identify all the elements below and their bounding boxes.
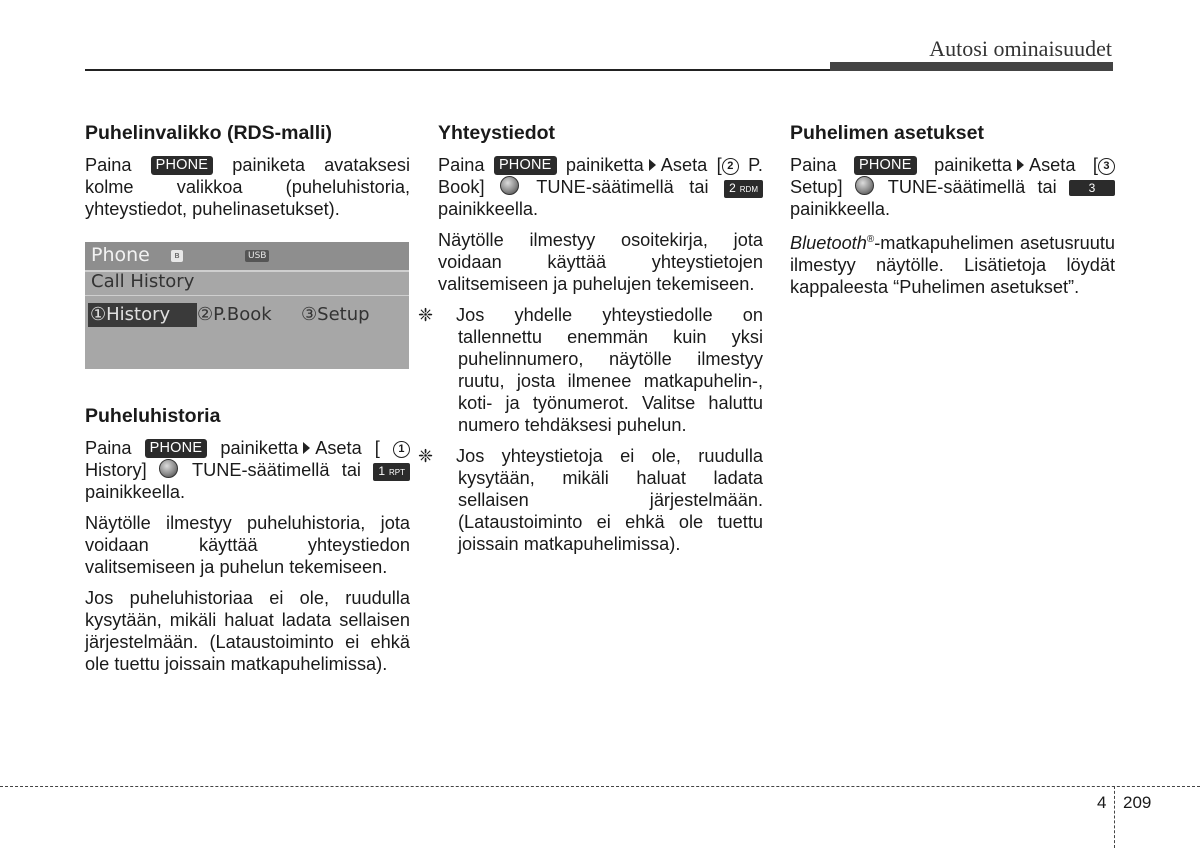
column-middle [418, 120, 763, 564]
tune-knob-icon [855, 176, 874, 195]
tune-knob-icon [500, 176, 519, 195]
phone-button-icon: PHONE [494, 156, 557, 175]
screen-menu-pbook: ②P.Book [197, 304, 272, 325]
arrow-right-icon [303, 442, 310, 454]
preset-button-icon: 2 RDM [724, 180, 763, 198]
note-no-contacts: ❈ Jos yhteystietoja ei ole, ruudulla kysytään, mikäli haluat ladata sellaisen järjestelmään. (Lataustoiminto ei ehkä ole tuettu joissain matkapuhelimissa). [418, 446, 763, 554]
screen-menu-history: ①History [88, 303, 197, 327]
paragraph-phone-menu: Paina PHONE painiketa avataksesi kolme valikkoa (puheluhistoria, yhteystiedot, puhelinasetukset). [85, 155, 410, 219]
tune-knob-icon [159, 459, 178, 478]
footer-rule [0, 786, 1200, 787]
paragraph-contacts-info: Näytölle ilmestyy osoitekirja, jota voidaan käyttää yhteystietojen valitsemiseen ja puhelujen tekemiseen. [438, 230, 763, 294]
circled-number-icon: 3 [1098, 158, 1115, 175]
paragraph-contacts-steps: Paina PHONE painiketta Aseta [ 2 P. Book] TUNE-säätimellä tai 2 RDM painikkeella. [438, 155, 763, 219]
footer-divider [1114, 786, 1115, 848]
phone-screen-illustration [85, 242, 409, 369]
page-header-title: Autosi ominaisuudet [929, 36, 1112, 61]
paragraph-call-history-info: Näytölle ilmestyy puheluhistoria, jota voidaan käyttää yhteystiedon valitsemiseen ja puhelun tekemiseen. [85, 513, 410, 577]
heading-contacts: Yhteystiedot [438, 122, 556, 144]
heading-call-history: Puheluhistoria [85, 405, 221, 427]
header-rule-accent [830, 62, 1113, 71]
heading-phone-settings: Puhelimen asetukset [790, 122, 984, 144]
arrow-right-icon [1017, 159, 1024, 171]
header-rule [85, 69, 830, 71]
bluetooth-icon: ʙ [171, 250, 183, 262]
preset-button-icon: 1 RPT [373, 463, 410, 481]
paragraph-settings-info: Bluetooth®-matkapuhelimen asetusruutu ilmestyy näytölle. Lisätietoja löydät kappaleesta “Puhelimen asetukset”. [790, 233, 1115, 298]
circled-number-icon: 1 [393, 441, 410, 458]
chapter-number: 4 [1097, 793, 1107, 812]
screen-title: Phone [91, 244, 150, 266]
paragraph-settings-steps: Paina PHONE painiketta Aseta [ 3 Setup] TUNE-säätimellä tai 3 painikkeella. [790, 154, 1115, 220]
phone-button-icon: PHONE [854, 156, 917, 175]
usb-icon: USB [245, 250, 269, 262]
paragraph-call-history-empty: Jos puheluhistoriaa ei ole, ruudulla kysytään, mikäli haluat ladata sellaisen järjestelmään. (Lataustoiminto ei ehkä ole tuettu joissain matkapuhelimissa). [85, 588, 410, 674]
note-symbol-icon: ❈ [418, 305, 434, 325]
paragraph-call-history-steps: Paina PHONE painiketta Aseta [ 1 History] TUNE-säätimellä tai 1 RPT painikkeella. [85, 437, 410, 503]
preset-button-icon: 3 [1069, 180, 1115, 196]
screen-subtitle: Call History [91, 271, 195, 292]
phone-button-icon: PHONE [151, 156, 214, 175]
heading-phone-menu: Puhelinvalikko (RDS-malli) [85, 122, 333, 144]
page-number: 209 [1123, 793, 1152, 812]
column-left [85, 120, 410, 684]
note-multiple-numbers: ❈ Jos yhdelle yhteystiedolle on tallennettu enemmän kuin yksi puhelinnumero, näytölle ilmestyy ruutu, josta ilmenee matkapuhelin-, koti- ja työnumerot. Valitse haluttu numero tehdäksesi puhelun. [418, 305, 763, 435]
screen-menu-setup: ③Setup [301, 304, 370, 325]
circled-number-icon: 2 [722, 158, 739, 175]
column-right [790, 120, 1115, 307]
phone-button-icon: PHONE [145, 439, 208, 458]
arrow-right-icon [649, 159, 656, 171]
note-symbol-icon: ❈ [418, 446, 434, 466]
